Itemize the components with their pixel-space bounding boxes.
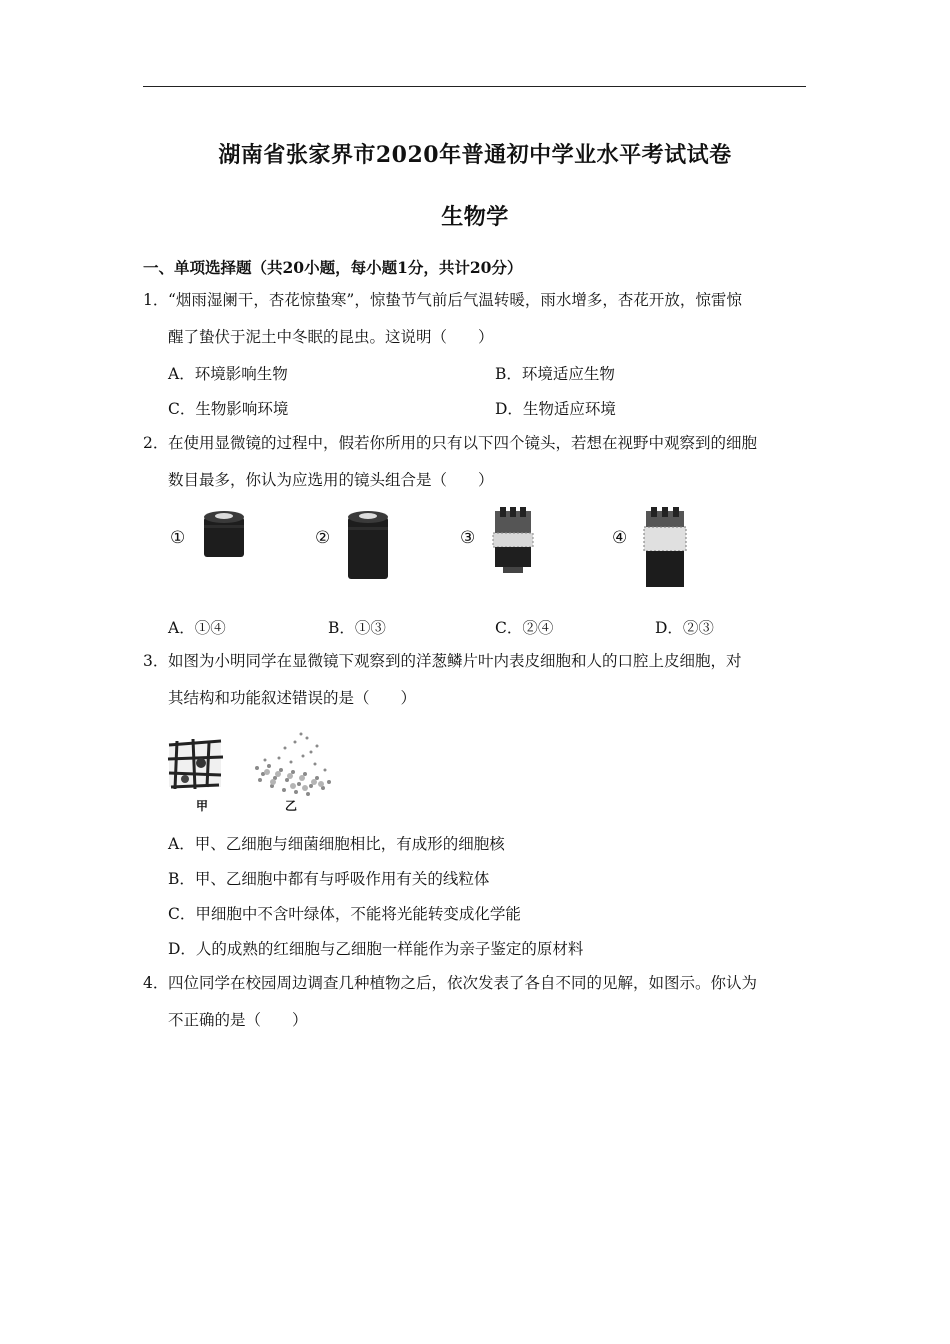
header-rule: [143, 86, 806, 87]
section-heading: 一、单项选择题（共20小题，每小题1分，共计20分）: [143, 258, 523, 277]
question-number: 1．: [143, 291, 169, 309]
question-text-line2: 醒了蛰伏于泥土中冬眠的昆虫。这说明（ ）: [168, 328, 494, 346]
cell-label-yi: 乙: [285, 799, 298, 813]
option-b[interactable]: B．甲、乙细胞中都有与呼吸作用有关的线粒体: [168, 870, 490, 888]
question-number: 4．: [143, 974, 169, 992]
option-d[interactable]: D．生物适应环境: [495, 400, 616, 418]
option-a[interactable]: A．环境影响生物: [168, 365, 288, 383]
question-number: 2．: [143, 434, 169, 452]
cell-label-jia: 甲: [196, 799, 209, 813]
lens-label-3: ③: [460, 528, 476, 548]
option-c[interactable]: C．生物影响环境: [168, 400, 289, 418]
lens-label-2: ②: [315, 528, 331, 548]
option-d[interactable]: D．人的成熟的红细胞与乙细胞一样能作为亲子鉴定的原材料: [168, 940, 584, 958]
eyepiece-long-image: [342, 505, 394, 581]
option-b[interactable]: B．①③: [328, 619, 386, 637]
question-number: 3．: [143, 652, 169, 670]
subject-title: 生物学: [441, 204, 509, 230]
option-c[interactable]: C．②④: [495, 619, 554, 637]
question-text-line1: 在使用显微镜的过程中，假若你所用的只有以下四个镜头，若想在视野中观察到的细胞: [168, 434, 758, 452]
option-a[interactable]: A．①④: [168, 619, 226, 637]
lens-label-4: ④: [612, 528, 628, 548]
cheek-cell-image: [245, 728, 337, 800]
option-b[interactable]: B．环境适应生物: [495, 365, 615, 383]
question-text-line1: 如图为小明同学在显微镜下观察到的洋葱鳞片叶内表皮细胞和人的口腔上皮细胞，对: [168, 652, 742, 670]
option-a[interactable]: A．甲、乙细胞与细菌细胞相比，有成形的细胞核: [168, 835, 505, 853]
lens-label-1: ①: [170, 528, 186, 548]
question-text-line2: 其结构和功能叙述错误的是（ ）: [168, 689, 417, 707]
onion-cell-image: [165, 735, 227, 793]
objective-short-image: [487, 505, 539, 577]
question-text-line1: 四位同学在校园周边调查几种植物之后，依次发表了各自不同的见解，如图示。你认为: [168, 974, 758, 992]
option-c[interactable]: C．甲细胞中不含叶绿体，不能将光能转变成化学能: [168, 905, 521, 923]
question-text-line2: 数目最多，你认为应选用的镜头组合是（ ）: [168, 471, 494, 489]
eyepiece-short-image: [198, 505, 250, 559]
option-d[interactable]: D．②③: [655, 619, 714, 637]
question-text-line1: “烟雨湿阑干，杏花惊蛰寒”，惊蛰节气前后气温转暖，雨水增多，杏花开放，惊雷惊: [168, 291, 742, 309]
exam-title: 湖南省张家界市2020年普通初中学业水平考试试卷: [218, 142, 732, 168]
objective-long-image: [638, 505, 692, 591]
question-text-line2: 不正确的是（ ）: [168, 1011, 308, 1029]
